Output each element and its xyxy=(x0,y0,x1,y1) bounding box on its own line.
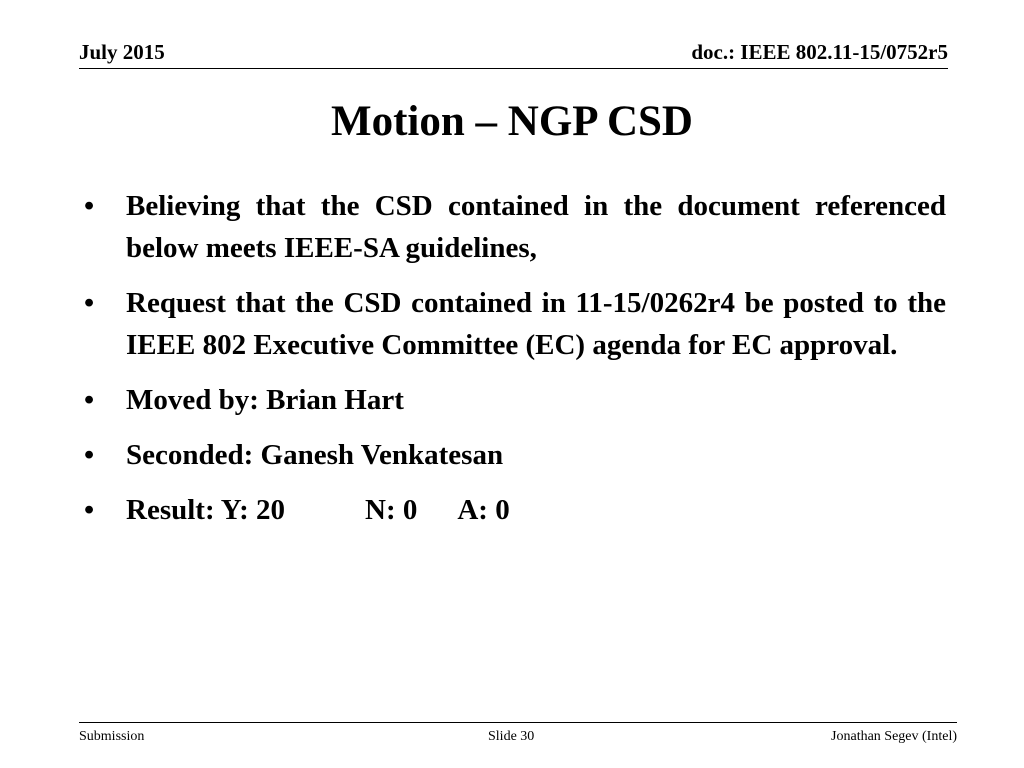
bullet-glyph: • xyxy=(84,494,95,526)
bullet-text: Believing that the CSD contained in the document referenced below meets IEEE-SA guidelines, xyxy=(126,190,946,264)
bullet-text: Moved by: Brian Hart xyxy=(126,384,404,416)
bullet-item xyxy=(84,434,946,476)
result-no: N: 0 xyxy=(365,494,418,526)
bullet-item-result xyxy=(84,489,946,531)
footer-slide-number: Slide 30 xyxy=(488,729,535,744)
result-abstain: A: 0 xyxy=(457,494,510,526)
bullet-glyph: • xyxy=(84,384,95,416)
slide-title: Motion – NGP CSD xyxy=(331,98,693,145)
header-date: July 2015 xyxy=(79,40,165,64)
bullet-glyph: • xyxy=(84,190,95,222)
result-yes: Y: 20 xyxy=(220,494,285,526)
bullet-glyph: • xyxy=(84,287,95,319)
header-doc-id: doc.: IEEE 802.11-15/0752r5 xyxy=(691,40,948,64)
slide-header xyxy=(79,42,948,69)
footer-submission: Submission xyxy=(79,729,145,744)
bullet-item xyxy=(84,282,946,366)
bullet-list xyxy=(84,185,946,544)
slide-footer xyxy=(79,722,957,753)
bullet-text: Seconded: Ganesh Venkatesan xyxy=(126,439,504,471)
result-label: Result: xyxy=(126,494,215,526)
footer-author: Jonathan Segev (Intel) xyxy=(831,729,957,744)
bullet-item xyxy=(84,379,946,421)
bullet-glyph: • xyxy=(84,439,95,471)
bullet-text: Request that the CSD contained in 11-15/0262r4 be posted to the IEEE 802 Executive Committee (EC) agenda for EC approval. xyxy=(126,287,946,361)
bullet-item xyxy=(84,185,946,269)
